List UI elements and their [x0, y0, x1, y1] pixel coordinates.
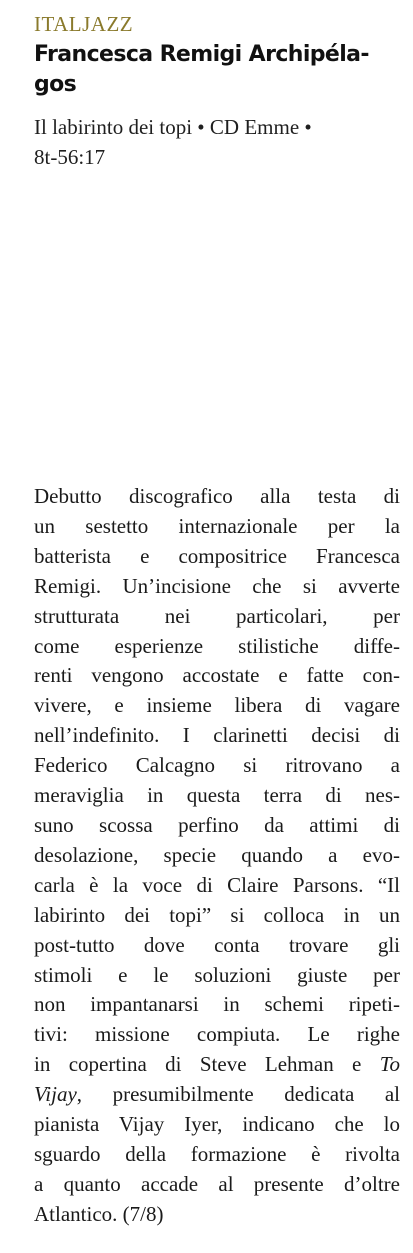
review-line: [34, 1080, 400, 1110]
album-title-italic: Vijay: [34, 1082, 77, 1107]
review-line: [34, 1050, 400, 1080]
review-text: in copertina di Steve Lehman e: [34, 1052, 380, 1077]
review-line: stimoli e le soluzioni giuste per: [34, 962, 400, 987]
album-title-line: Francesca Remigi Archipéla-: [34, 42, 369, 67]
album-meta: [34, 112, 404, 172]
review-line: meraviglia in questa terra di nes-: [34, 783, 400, 808]
review-line: pianista Vijay Iyer, indicano che lo: [34, 1112, 400, 1137]
review-line: sguardo della formazione è rivolta: [34, 1141, 400, 1166]
review-line: non impantanarsi in schemi ripeti-: [34, 992, 400, 1017]
review-line: Remigi. Un’incisione che si avverte: [34, 573, 400, 598]
review-body: [34, 482, 400, 1230]
review-line: batterista e compositrice Francesca: [34, 543, 400, 568]
album-title-italic: To: [379, 1052, 400, 1077]
review-line: Debutto discografico alla testa di: [34, 484, 400, 508]
review-line: labirinto dei topi” si colloca in un: [34, 902, 400, 927]
review-line: vivere, e insieme libera di vagare: [34, 693, 400, 718]
review-line: strutturata nei particolari, per: [34, 603, 400, 628]
section-label: ITALJAZZ: [34, 12, 134, 36]
review-line: carla è la voce di Claire Parsons. “Il: [34, 872, 400, 897]
review-line: come esperienze stilistiche diffe-: [34, 633, 400, 658]
review-line: a quanto accade al presente d’oltre: [34, 1171, 400, 1196]
review-line: suno scossa perfino da attimi di: [34, 812, 400, 837]
review-line: desolazione, specie quando a evo-: [34, 842, 400, 867]
album-meta-line: 8t-56:17: [34, 145, 106, 169]
review-line: post-tutto dove conta trovare gli: [34, 932, 400, 957]
review-text: , presumibilmente dedicata al: [76, 1082, 400, 1107]
review-line: tivi: missione compiuta. Le righe: [34, 1022, 400, 1047]
album-meta-line: Il labirinto dei topi • CD Emme •: [34, 115, 312, 139]
review-line: Atlantico. (7/8): [34, 1201, 164, 1226]
review-line: un sestetto internazionale per la: [34, 513, 400, 538]
album-title: [34, 40, 404, 100]
review-line: renti vengono accostate e fatte con-: [34, 663, 400, 688]
review-line: Federico Calcagno si ritrovano a: [34, 753, 400, 778]
album-title-line: gos: [34, 72, 77, 97]
review-line: nell’indefinito. I clarinetti decisi di: [34, 723, 400, 748]
